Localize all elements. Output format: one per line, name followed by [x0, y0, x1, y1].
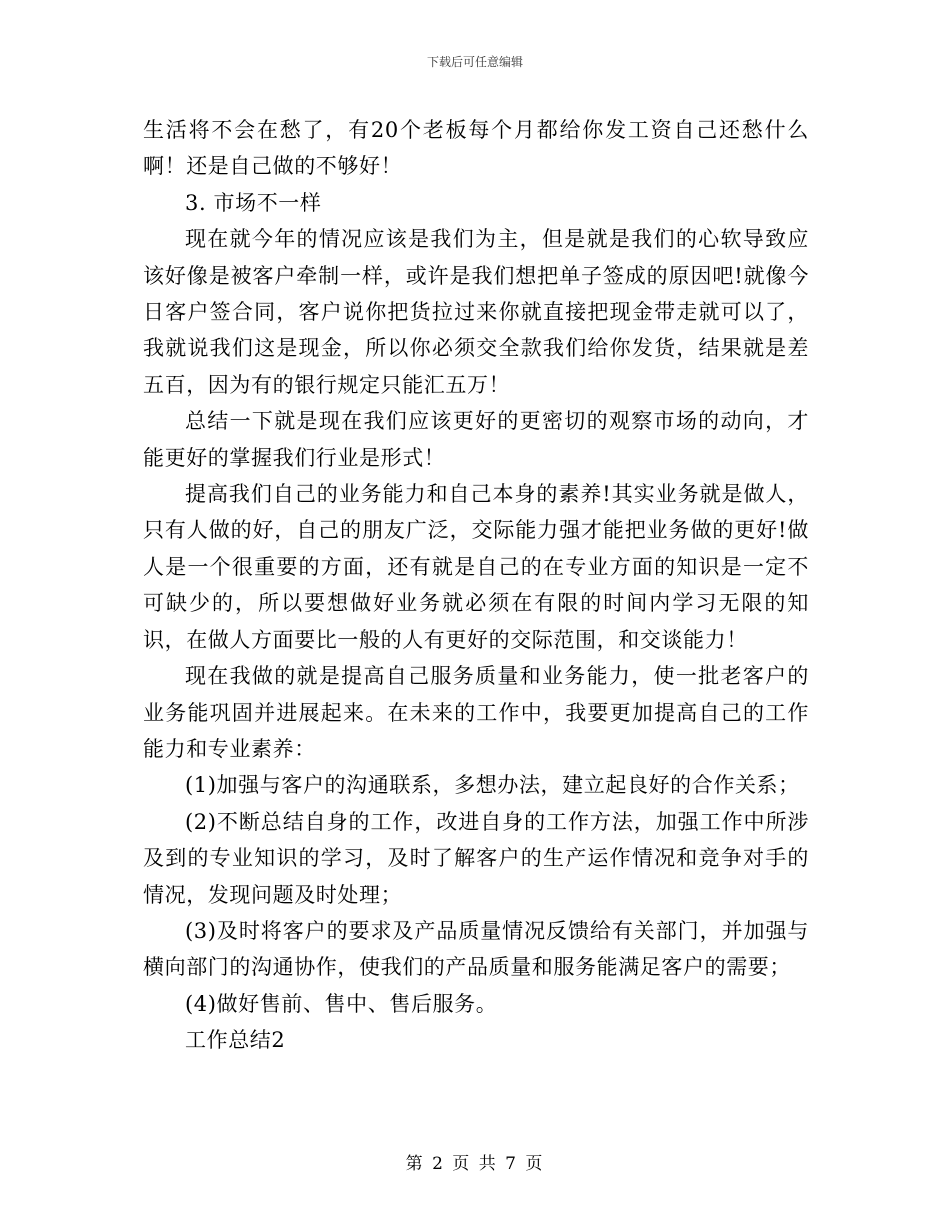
page-header: 下载后可任意编辑 [426, 55, 523, 69]
paragraph-1: 生活将不会在愁了，有20个老板每个月都给你发工资自己还愁什么啊！还是自己做的不够好！ [143, 118, 809, 179]
page-number: 第 2 页 共 7 页 [405, 1154, 545, 1174]
paragraph-6: 现在我做的就是提高自己服务质量和业务能力，使一批老客户的业务能巩固并进展起来。在未来的工作中，我要更加提高自己的工作能力和专业素养： [143, 664, 809, 761]
list-item-4: (4)做好售前、售中、售后服务。 [185, 991, 498, 1016]
list-item-3: (3)及时将客户的要求及产品质量情况反馈给有关部门，并加强与横向部门的沟通协作，使我们的产品质量和服务能满足客户的需要； [143, 918, 809, 980]
list-item-1: (1)加强与客户的沟通联系，多想办法，建立起良好的合作关系； [185, 773, 800, 798]
paragraph-3: 现在就今年的情况应该是我们为主，但是就是我们的心软导致应该好像是被客户牵制一样，或许是我们想把单子签成的原因吧!就像今日客户签合同，客户说你把货拉过来你就直接把现金带走就可以了，我就说我们这是现金，所以你必须交全款我们给你发货，结果就是差五百，因为有的银行规定只能汇五万！ [143, 227, 809, 397]
section-heading-market: 3. 市场不一样 [185, 190, 322, 215]
document-body [143, 112, 809, 1059]
list-item-2: (2)不断总结自身的工作，改进自身的工作方法，加强工作中所涉及到的专业知识的学习，及时了解客户的生产运作情况和竞争对手的情况，发现问题及时处理； [143, 809, 809, 907]
section-heading-summary-2: 工作总结2 [185, 1028, 286, 1053]
paragraph-5: 提高我们自己的业务能力和自己本身的素养!其实业务就是做人，只有人做的好，自己的朋友广泛，交际能力强才能把业务做的更好!做人是一个很重要的方面，还有就是自己的在专业方面的知识是一定不可缺少的，所以要想做好业务就必须在有限的时间内学习无限的知识，在做人方面要比一般的人有更好的交际范围，和交谈能力！ [143, 482, 809, 652]
paragraph-4: 总结一下就是现在我们应该更好的更密切的观察市场的动向，才能更好的掌握我们行业是形式！ [143, 409, 809, 470]
